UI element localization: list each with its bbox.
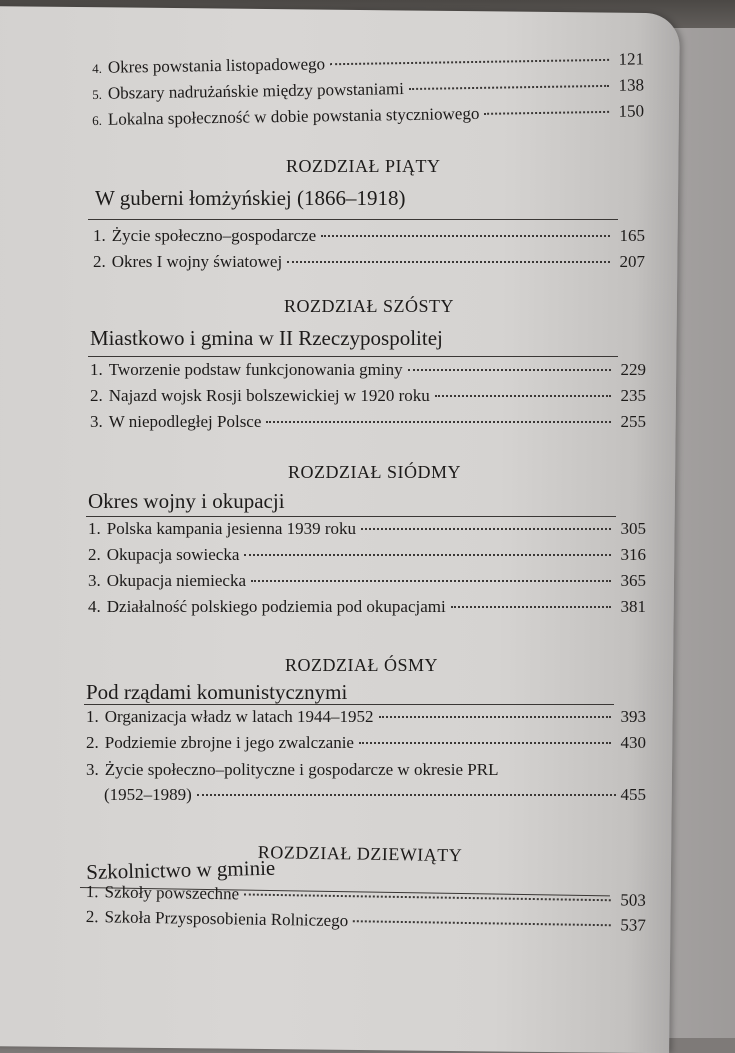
entry-title: Najazd wojsk Rosji bolszewickiej w 1920 roku bbox=[108, 386, 430, 405]
entry-number: 5. bbox=[92, 86, 103, 102]
dot-leader bbox=[244, 554, 611, 556]
dot-leader bbox=[379, 716, 611, 718]
dot-leader bbox=[408, 369, 611, 371]
entry-title: Działalność polskiego podziemia pod okupacjami bbox=[106, 597, 446, 616]
entry-page: 537 bbox=[620, 915, 646, 935]
entry-title: Tworzenie podstaw funkcjonowania gminy bbox=[108, 360, 403, 379]
dot-leader bbox=[435, 395, 611, 397]
entry-page: 235 bbox=[620, 386, 646, 405]
entry-number: 3. bbox=[90, 412, 103, 431]
entry-page: 305 bbox=[620, 519, 646, 538]
entry-title: Życie społeczno–polityczne i gospodarcze w okresie PRL bbox=[104, 760, 499, 779]
toc-entry bbox=[92, 101, 644, 131]
entry-number: 1. bbox=[85, 882, 99, 902]
entry-page: 138 bbox=[618, 75, 645, 95]
entry-number: 2. bbox=[85, 907, 99, 927]
entry-title: Życie społeczno–gospodarcze bbox=[111, 226, 317, 245]
toc-entry bbox=[88, 597, 646, 617]
dot-leader bbox=[409, 85, 609, 90]
entry-page: 430 bbox=[620, 733, 646, 752]
entry-title: Podziemie zbrojne i jego zwalczanie bbox=[104, 733, 354, 752]
dot-leader bbox=[451, 606, 611, 608]
chapter-heading: ROZDZIAŁ DZIEWIĄTY bbox=[257, 842, 463, 866]
chapter-title: Miastkowo i gmina w II Rzeczypospolitej bbox=[90, 326, 443, 350]
toc-entry bbox=[93, 252, 645, 272]
entry-page: 150 bbox=[618, 101, 645, 121]
entry-title: Organizacja władz w latach 1944–1952 bbox=[104, 707, 374, 726]
toc-entry bbox=[88, 545, 646, 565]
entry-title: Okres I wojny światowej bbox=[111, 252, 283, 271]
dot-leader bbox=[251, 580, 611, 582]
toc-entry bbox=[90, 386, 646, 406]
toc-entry bbox=[90, 412, 646, 432]
entry-page: 229 bbox=[620, 360, 646, 379]
dot-leader bbox=[330, 59, 609, 65]
entry-number: 2. bbox=[93, 252, 106, 271]
dot-leader bbox=[197, 794, 616, 796]
title-rule bbox=[88, 356, 618, 357]
entry-title: Okupacja niemiecka bbox=[106, 571, 246, 590]
title-rule bbox=[86, 516, 616, 517]
entry-number: 2. bbox=[86, 733, 99, 752]
chapter-title: Szkolnictwo w gminie bbox=[86, 855, 276, 884]
entry-page: 393 bbox=[620, 707, 646, 726]
entry-title: Okres powstania listopadowego bbox=[107, 54, 326, 77]
entry-page: 207 bbox=[619, 252, 645, 271]
entry-page: 503 bbox=[620, 890, 646, 910]
entry-number: 3. bbox=[86, 760, 99, 779]
entry-page: 455 bbox=[620, 785, 646, 804]
entry-title: Szkoły powszechne bbox=[104, 882, 240, 904]
dot-leader bbox=[266, 421, 611, 423]
entry-number: 3. bbox=[88, 571, 101, 590]
toc-entry bbox=[86, 733, 646, 753]
chapter-heading: ROZDZIAŁ SZÓSTY bbox=[284, 296, 454, 316]
dot-leader bbox=[359, 742, 611, 744]
chapter-title: W guberni łomżyńskiej (1866–1918) bbox=[95, 186, 406, 210]
entry-number: 1. bbox=[86, 707, 99, 726]
toc-entry bbox=[88, 571, 646, 591]
entry-page: 316 bbox=[620, 545, 646, 564]
toc-entry bbox=[86, 707, 646, 727]
entry-number: 1. bbox=[93, 226, 106, 245]
entry-title: Szkoła Przysposobienia Rolniczego bbox=[104, 907, 349, 931]
entry-page: 121 bbox=[618, 49, 645, 69]
entry-number: 2. bbox=[88, 545, 101, 564]
toc-entry bbox=[93, 226, 645, 246]
entry-page: 365 bbox=[620, 571, 646, 590]
entry-number: 1. bbox=[88, 519, 101, 538]
toc-entry bbox=[86, 882, 646, 911]
toc-entry bbox=[90, 360, 646, 380]
dot-leader bbox=[353, 920, 611, 926]
entry-title: Lokalna społeczność w dobie powstania styczniowego bbox=[107, 103, 480, 129]
entry-page: 165 bbox=[619, 226, 645, 245]
entry-number: 4. bbox=[88, 597, 101, 616]
dot-leader bbox=[361, 528, 611, 530]
toc-entry bbox=[92, 75, 644, 105]
entry-title: Okupacja sowiecka bbox=[106, 545, 240, 564]
dot-leader bbox=[244, 893, 611, 901]
chapter-title: Pod rządami komunistycznymi bbox=[86, 680, 348, 704]
chapter-heading: ROZDZIAŁ PIĄTY bbox=[286, 156, 441, 176]
entry-page: 381 bbox=[620, 597, 646, 616]
entry-title: Obszary nadrużańskie między powstaniami bbox=[107, 79, 405, 103]
title-rule bbox=[84, 704, 614, 705]
entry-title: W niepodległej Polsce bbox=[108, 412, 262, 431]
entry-number: 4. bbox=[92, 60, 103, 76]
dot-leader bbox=[321, 235, 610, 237]
dot-leader bbox=[484, 111, 609, 115]
entry-title: Polska kampania jesienna 1939 roku bbox=[106, 519, 357, 538]
entry-number: 1. bbox=[90, 360, 103, 379]
chapter-heading: ROZDZIAŁ SIÓDMY bbox=[288, 462, 461, 482]
entry-number: 2. bbox=[90, 386, 103, 405]
entry-number: 6. bbox=[92, 112, 103, 128]
entry-title-continuation: (1952–1989) bbox=[104, 785, 192, 804]
dot-leader bbox=[287, 261, 610, 263]
chapter-title: Okres wojny i okupacji bbox=[88, 489, 285, 513]
toc-entry bbox=[92, 49, 644, 79]
toc-entry bbox=[86, 907, 646, 936]
toc-entry-continuation bbox=[104, 785, 646, 805]
toc-entry bbox=[88, 519, 646, 539]
toc-entry bbox=[86, 760, 646, 780]
entry-page: 255 bbox=[620, 412, 646, 431]
chapter-heading: ROZDZIAŁ ÓSMY bbox=[285, 655, 438, 675]
title-rule bbox=[88, 219, 618, 220]
